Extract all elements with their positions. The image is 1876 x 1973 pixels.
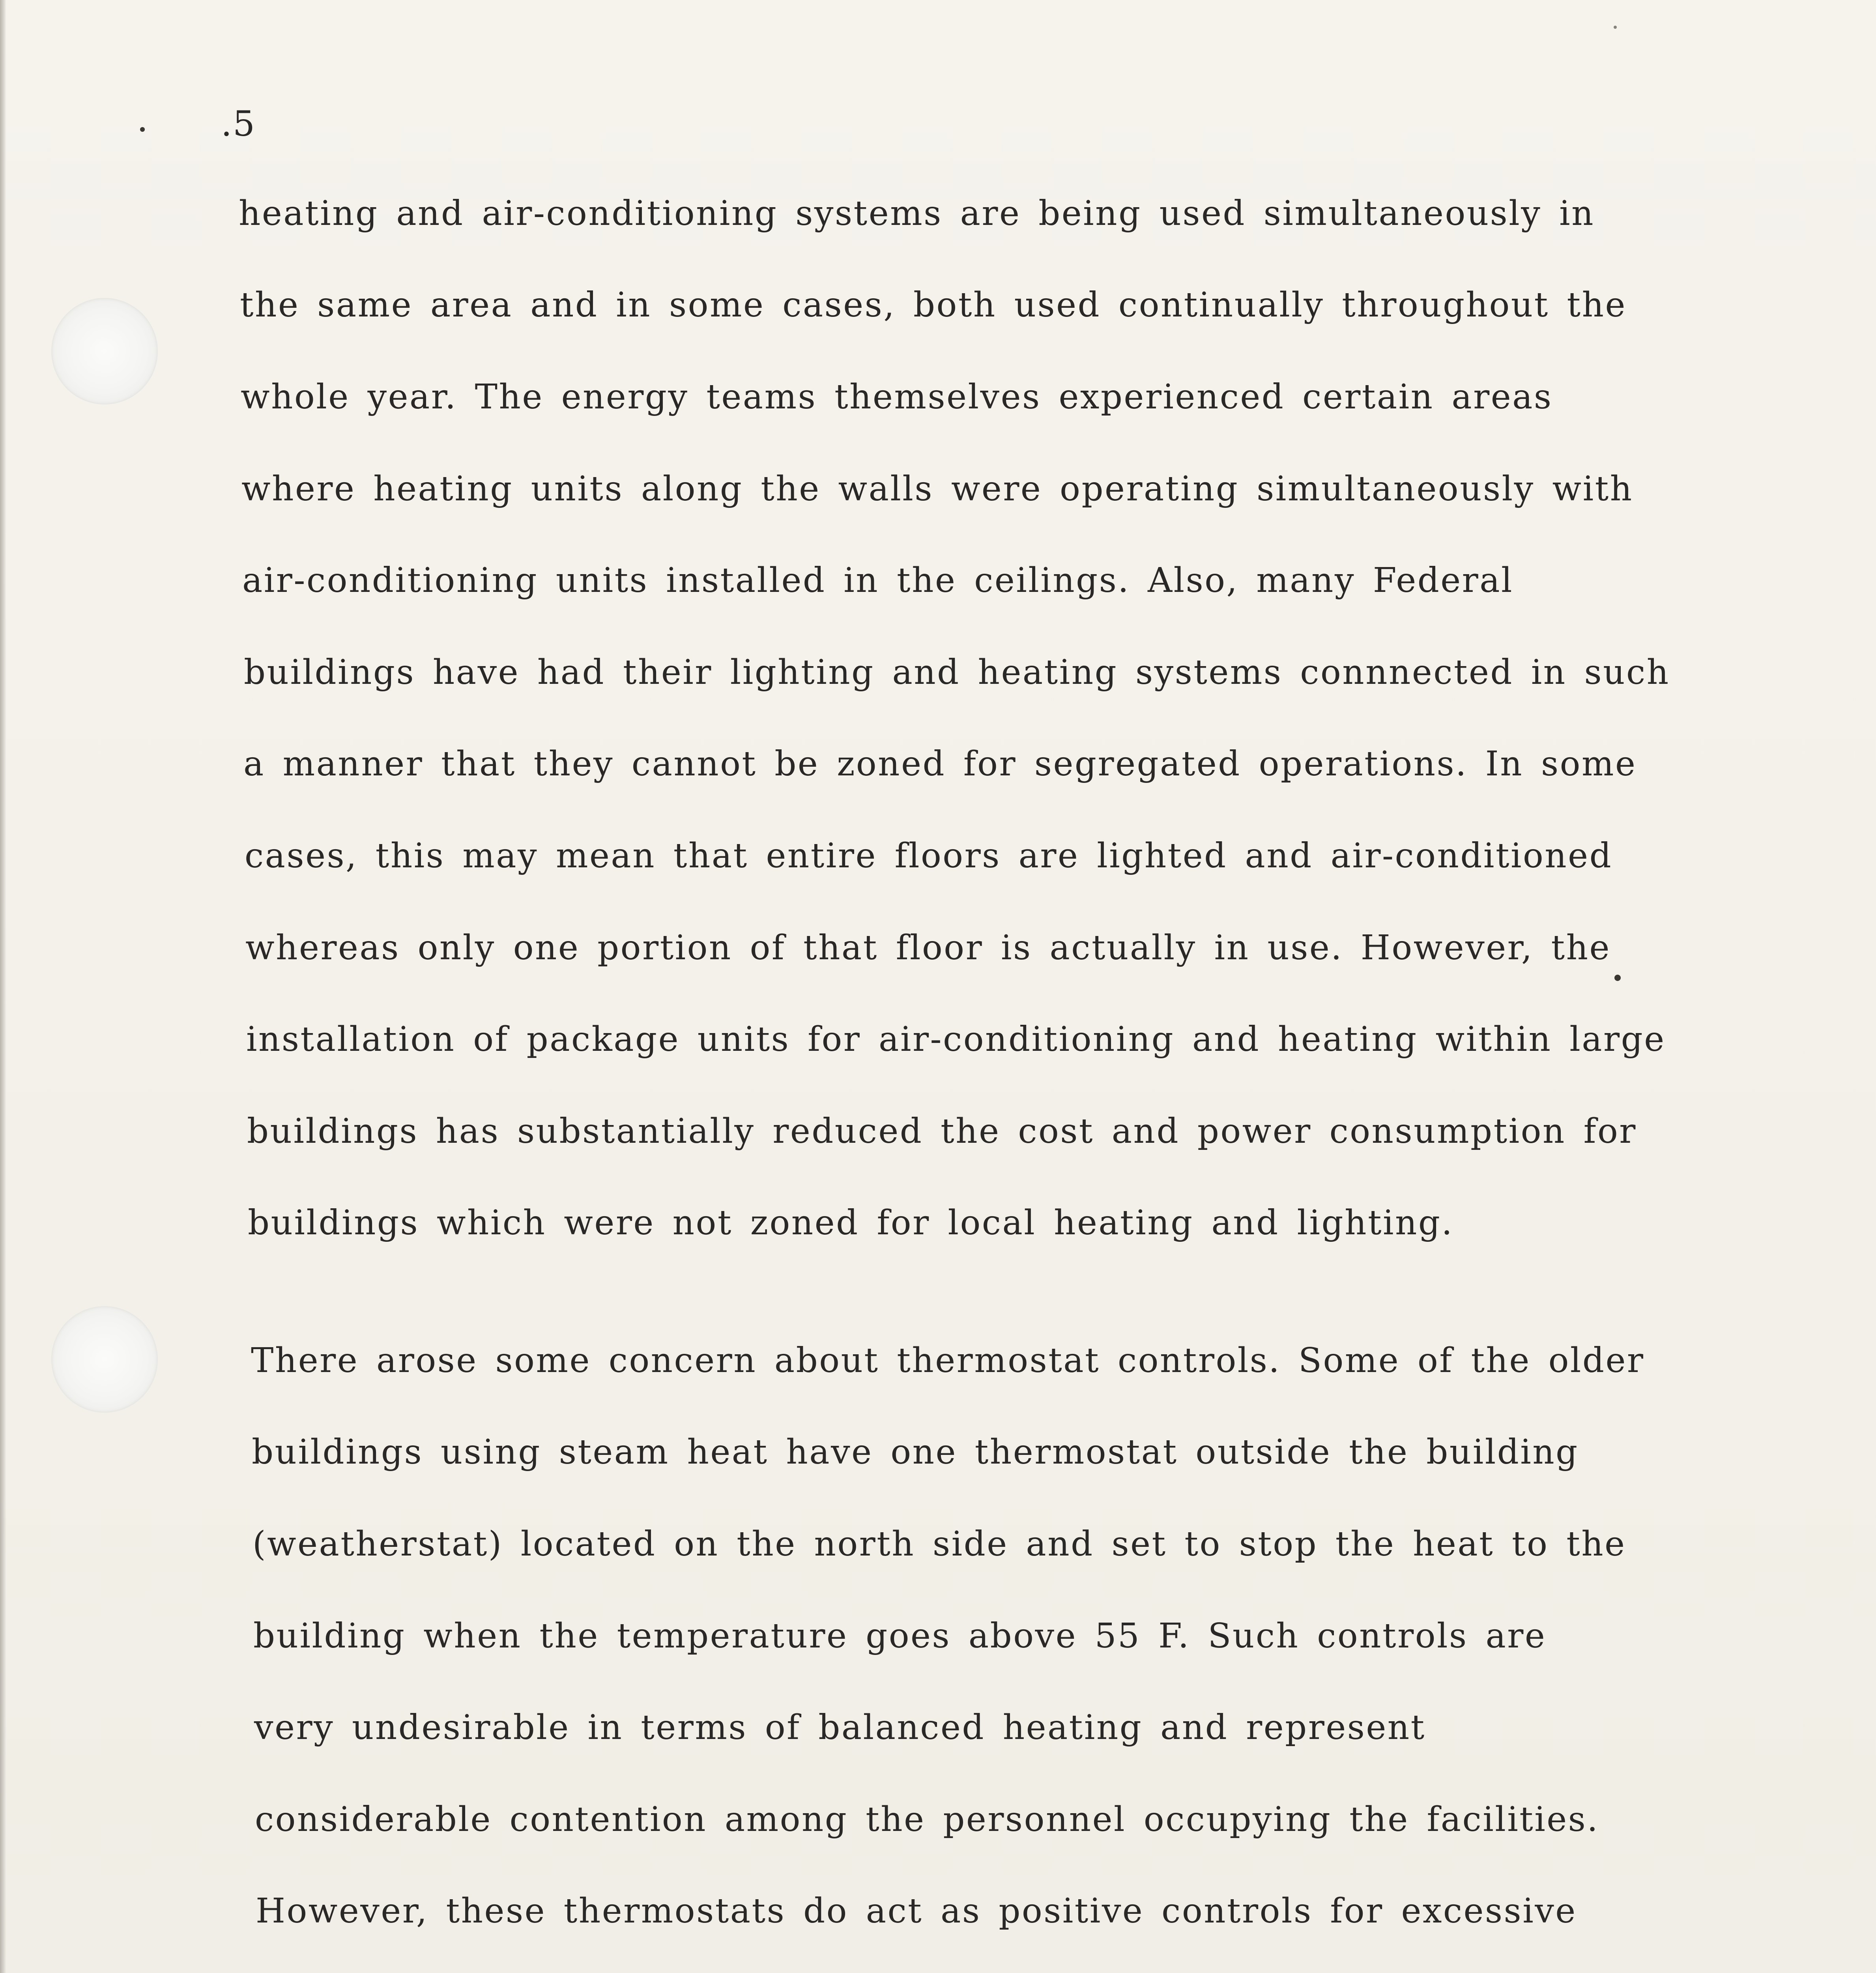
text-line: buildings has substantially reduced the cost and power consumption for bbox=[247, 1112, 1637, 1151]
text-line: where heating units along the walls were operating simultaneously with bbox=[241, 469, 1633, 509]
text-line: air-conditioning units installed in the ceilings. Also, many Federal bbox=[242, 561, 1514, 600]
text-line: whereas only one portion of that floor is actually in use. However, the bbox=[245, 928, 1611, 968]
scan-speck bbox=[1614, 26, 1617, 29]
text-line: building when the temperature goes above 55 F. Such controls are bbox=[253, 1616, 1547, 1656]
scan-speck bbox=[140, 127, 145, 132]
page-number: .5 bbox=[221, 103, 256, 144]
page-left-edge bbox=[0, 0, 6, 1973]
punch-hole-top bbox=[51, 298, 158, 404]
text-line: buildings which were not zoned for local heating and lighting. bbox=[248, 1203, 1454, 1243]
text-line: the same area and in some cases, both used continually throughout the bbox=[240, 285, 1627, 325]
punch-hole-middle bbox=[51, 1306, 158, 1413]
text-line: (weatherstat) located on the north side and set to stop the heat to the bbox=[253, 1524, 1626, 1564]
text-line: cases, this may mean that entire floors are lighted and air-conditioned bbox=[245, 836, 1613, 876]
text-line: a manner that they cannot be zoned for segregated operations. In some bbox=[243, 744, 1637, 784]
text-line: heating and air-conditioning systems are being used simultaneously in bbox=[239, 194, 1595, 233]
text-line: whole year. The energy teams themselves experienced certain areas bbox=[241, 377, 1553, 417]
text-line: installation of package units for air-conditioning and heating within large bbox=[246, 1020, 1666, 1059]
text-line: buildings have had their lighting and heating systems connnected in such bbox=[244, 653, 1670, 692]
text-line: very undesirable in terms of balanced heating and represent bbox=[254, 1708, 1426, 1747]
scan-speck bbox=[1614, 975, 1621, 981]
text-line: However, these thermostats do act as positive controls for excessive bbox=[256, 1891, 1577, 1931]
text-line: buildings using steam heat have one thermostat outside the building bbox=[252, 1432, 1579, 1472]
text-line: There arose some concern about thermostat controls. Some of the older bbox=[251, 1341, 1645, 1380]
text-line: considerable contention among the personnel occupying the facilities. bbox=[255, 1800, 1599, 1839]
